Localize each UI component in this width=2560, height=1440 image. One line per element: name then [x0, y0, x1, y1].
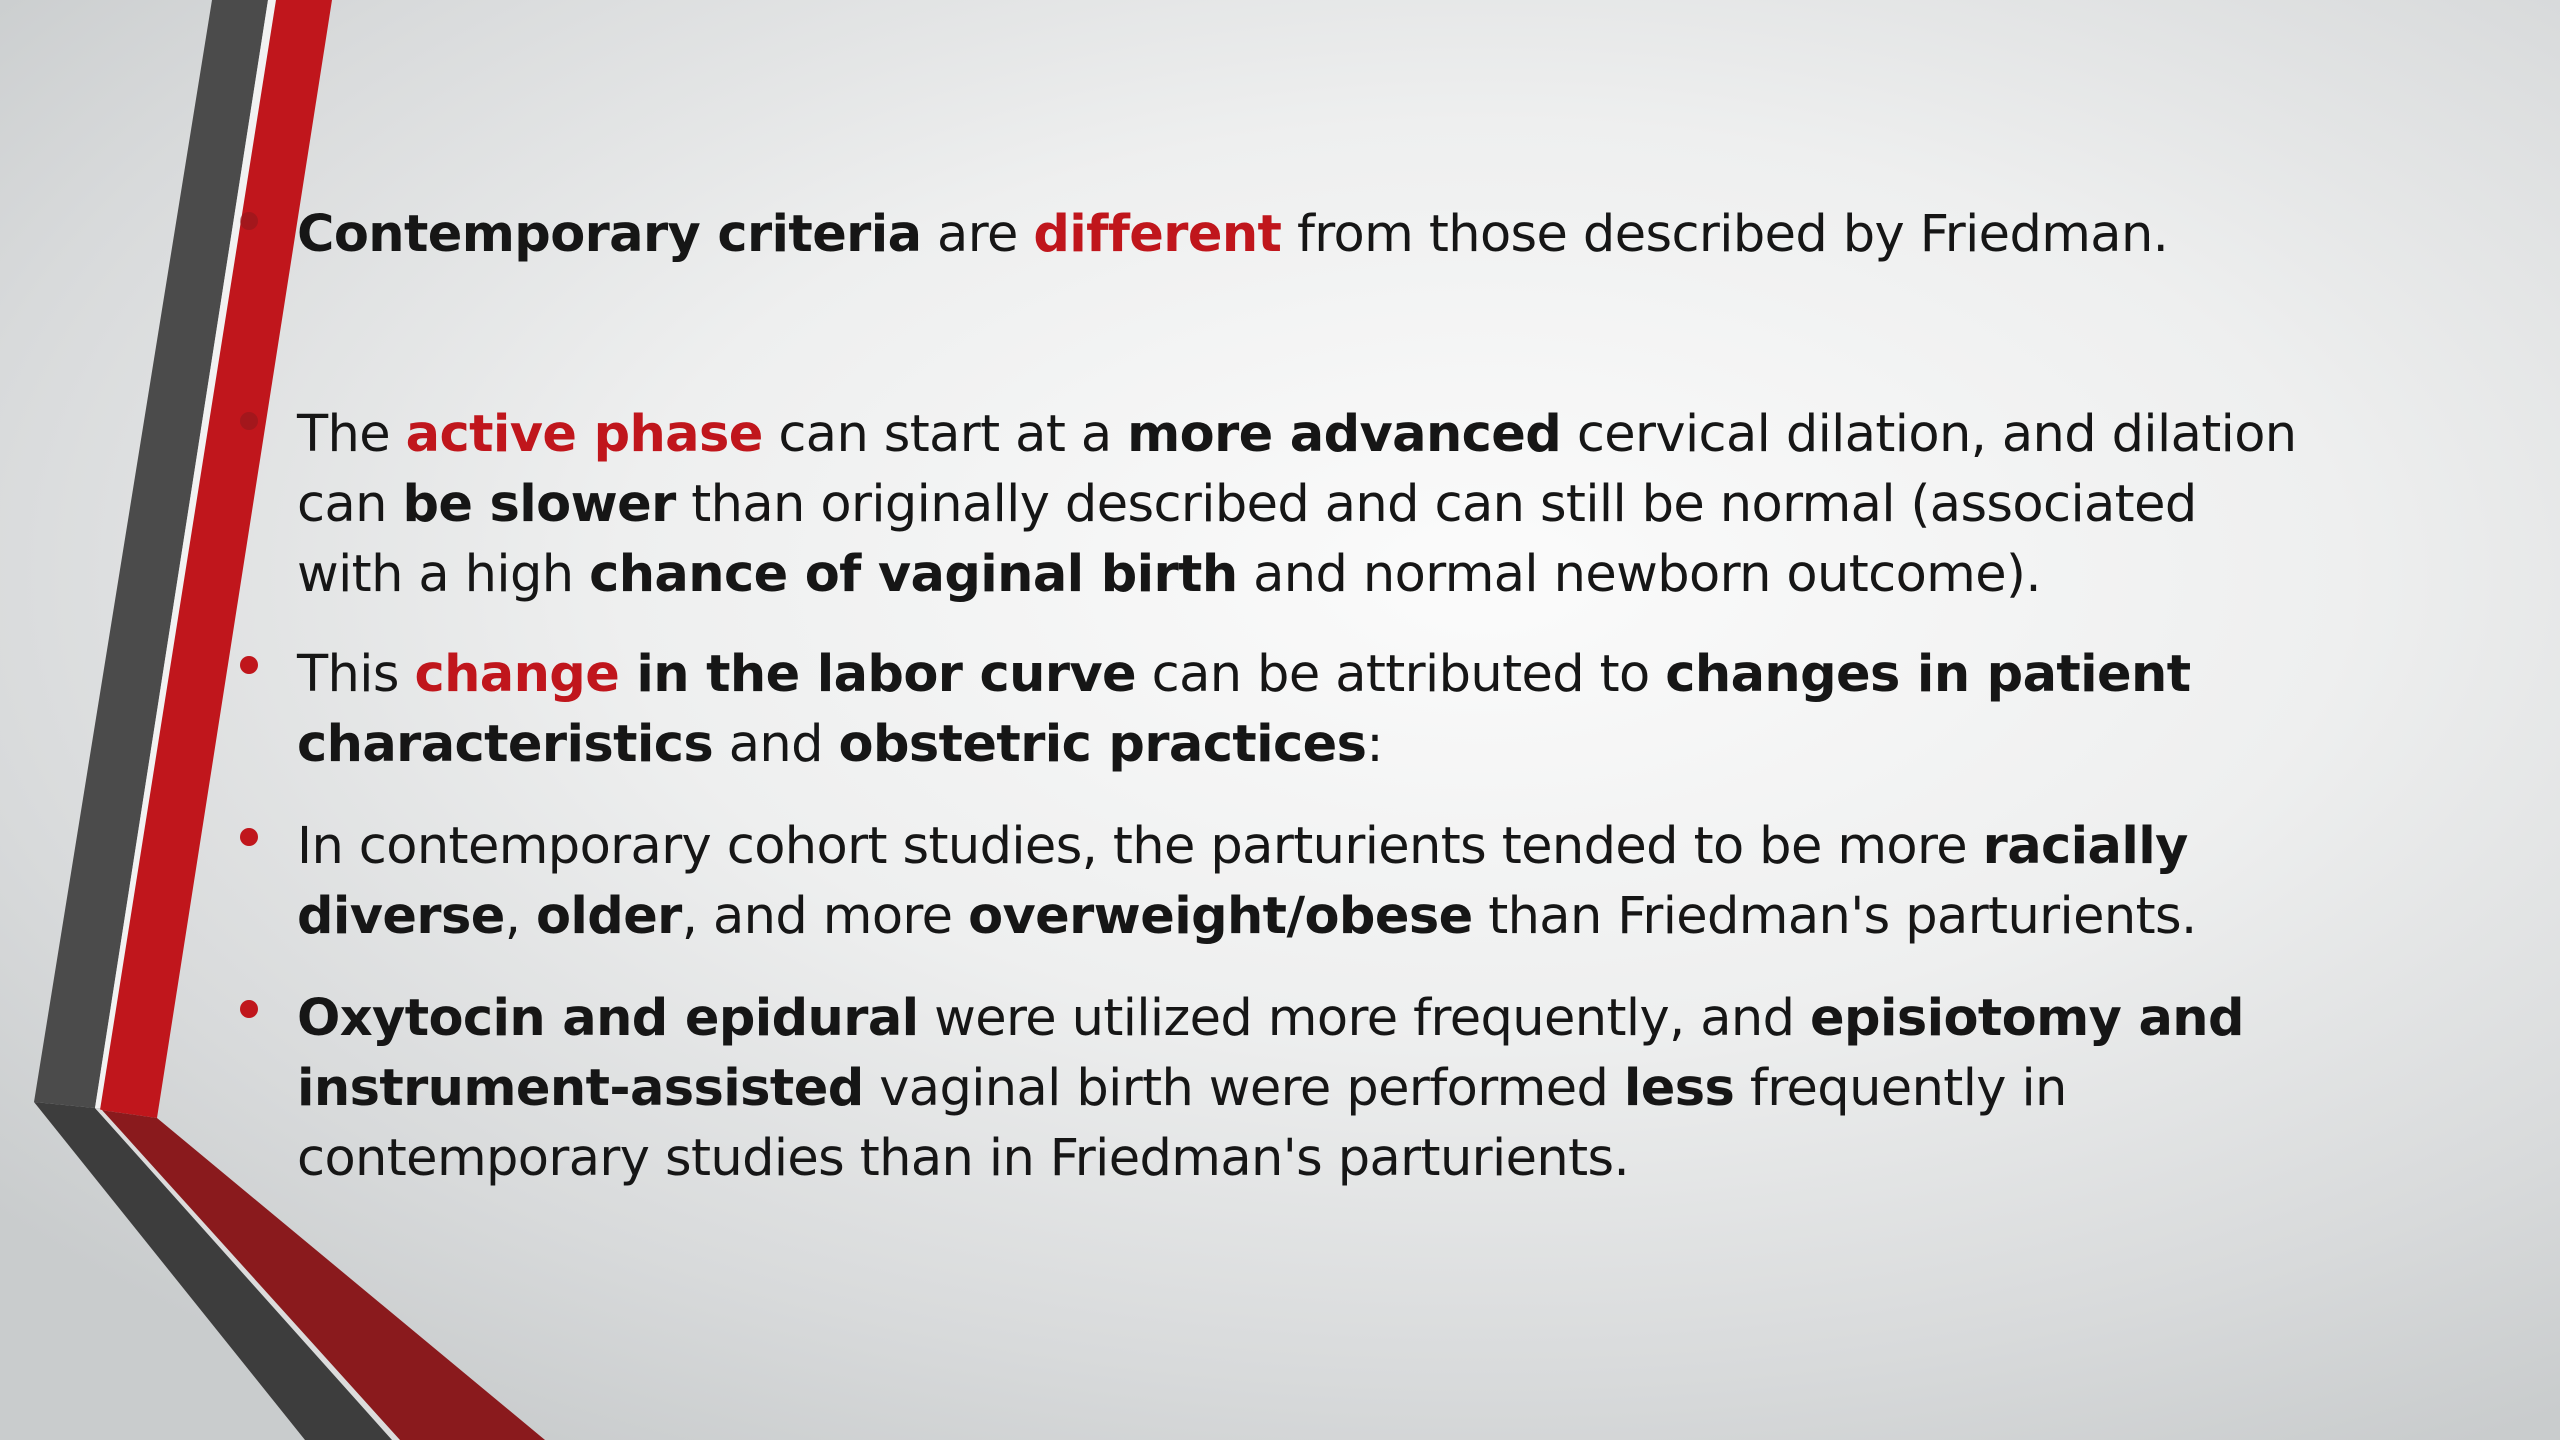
text-segment: episiotomy and instrument-assisted	[297, 989, 2244, 1118]
text-segment: obstetric practices	[838, 715, 1367, 774]
text-segment: Contemporary criteria	[297, 205, 922, 264]
text-segment: more advanced	[1127, 405, 1562, 464]
text-segment: from those described by Friedman.	[1281, 205, 2169, 264]
text-segment: different	[1033, 205, 1282, 264]
text-segment: changes in patient characteristics	[297, 645, 2191, 774]
text-segment: :	[1366, 715, 1383, 774]
text-segment: than Friedman's parturients.	[1472, 887, 2197, 946]
bullet-marker	[240, 412, 258, 430]
bullet-text	[297, 200, 2317, 270]
text-segment: racially diverse	[297, 817, 2188, 946]
text-segment: less	[1623, 1059, 1735, 1118]
text-segment: chance of vaginal birth	[589, 545, 1238, 604]
text-segment: overweight/obese	[968, 887, 1473, 946]
bullet-marker	[240, 656, 258, 674]
text-segment: frequently in contemporary studies than in Friedman's parturients.	[297, 1059, 2067, 1188]
text-segment: cervical dilation, and dilation can	[297, 405, 2297, 534]
text-segment: are	[921, 205, 1034, 264]
text-segment: Oxytocin and epidural	[297, 989, 919, 1048]
text-segment: and normal newborn outcome).	[1237, 545, 2041, 604]
text-segment: vaginal birth were performed	[863, 1059, 1624, 1118]
text-segment: were utilized more frequently, and	[918, 989, 1811, 1048]
bullet-text	[297, 400, 2317, 610]
text-segment: and	[713, 715, 839, 774]
text-segment: , and more	[681, 887, 969, 946]
text-segment: older	[535, 887, 682, 946]
text-segment: change	[414, 645, 620, 704]
text-segment: ,	[504, 887, 536, 946]
text-segment: than originally described and can still be normal (associated with a high	[297, 475, 2197, 604]
text-segment: can be attributed to	[1136, 645, 1666, 704]
bullet-text	[297, 640, 2317, 780]
text-segment: in the labor curve	[619, 645, 1137, 704]
text-segment: be slower	[402, 475, 676, 534]
bullet-text	[297, 812, 2317, 952]
bullet-marker	[240, 1000, 258, 1018]
bullet-marker	[240, 828, 258, 846]
bullet-marker	[240, 212, 258, 230]
bullet-text	[297, 984, 2317, 1194]
text-segment: This	[297, 645, 415, 704]
text-segment: can start at a	[762, 405, 1128, 464]
text-segment: In contemporary cohort studies, the parturients tended to be more	[297, 817, 1983, 876]
text-segment: The	[297, 405, 406, 464]
text-segment: active phase	[405, 405, 763, 464]
